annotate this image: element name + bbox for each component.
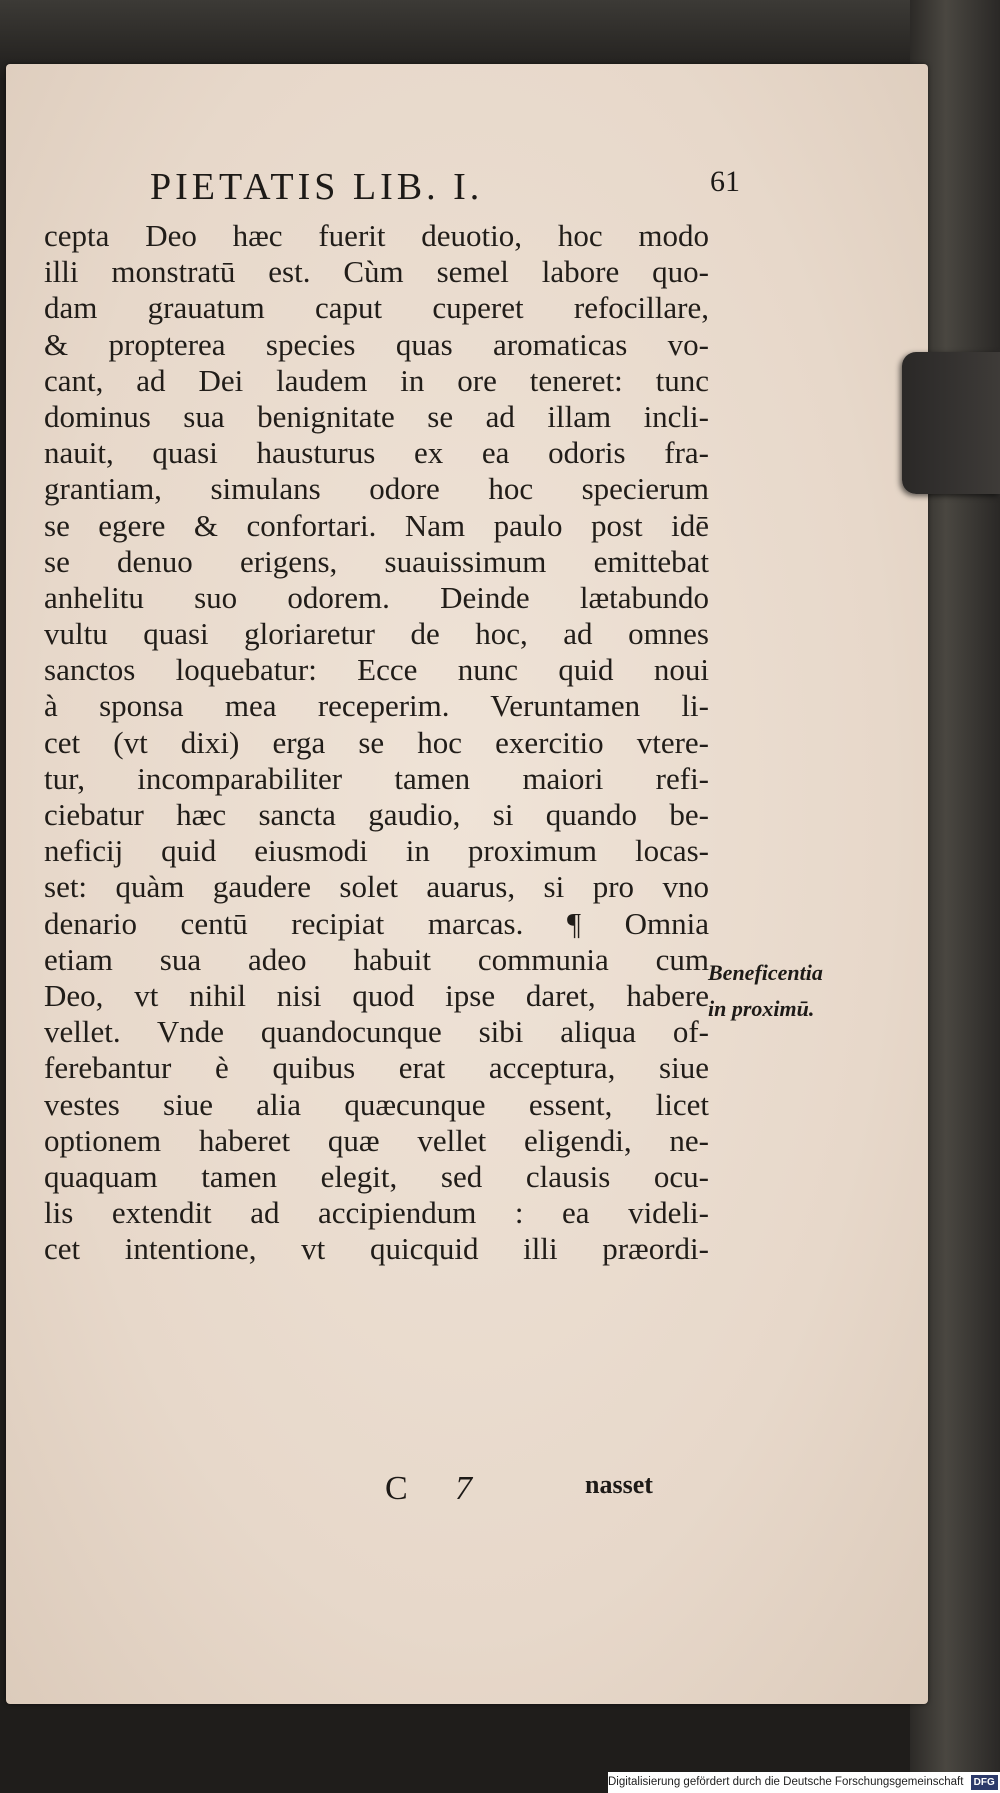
running-title: PIETATIS LIB. I. bbox=[150, 166, 484, 208]
text-line: vultu quasi gloriaretur de hoc, ad omnes bbox=[44, 616, 709, 652]
running-header bbox=[150, 165, 740, 209]
text-line: nauit, quasi hausturus ex ea odoris fra- bbox=[44, 435, 709, 471]
margin-note bbox=[708, 955, 873, 1027]
page-clip bbox=[902, 352, 1000, 494]
text-line: set: quàm gaudere solet auarus, si pro vno bbox=[44, 869, 709, 905]
folio-number: 61 bbox=[710, 165, 740, 198]
digitization-footer bbox=[608, 1772, 1000, 1793]
text-line: lis extendit ad accipiendum : ea videli- bbox=[44, 1195, 709, 1231]
text-line: dominus sua benignitate se ad illam incli- bbox=[44, 398, 709, 434]
text-line: tur, incomparabiliter tamen maiori refi- bbox=[44, 760, 709, 796]
text-line: denario centū recipiat marcas. ¶ Omnia bbox=[44, 905, 709, 941]
text-line: optionem haberet quæ vellet eligendi, ne- bbox=[44, 1122, 709, 1158]
text-line: quaquam tamen elegit, sed clausis ocu- bbox=[44, 1158, 709, 1194]
text-line: Deo, vt nihil nisi quod ipse daret, habere bbox=[44, 977, 709, 1013]
text-line: à sponsa mea receperim. Veruntamen li- bbox=[44, 688, 709, 724]
signature-mark-letter: C bbox=[385, 1470, 408, 1507]
text-line: se denuo erigens, suauissimum emittebat bbox=[44, 543, 709, 579]
text-line: illi monstratū est. Cùm semel labore quo- bbox=[44, 254, 709, 290]
text-line: cet intentione, vt quicquid illi præordi- bbox=[44, 1231, 709, 1267]
text-line: vellet. Vnde quandocunque sibi aliqua of- bbox=[44, 1014, 709, 1050]
body-text bbox=[44, 218, 709, 1267]
dfg-logo: DFG bbox=[971, 1775, 998, 1790]
footer-text: Digitalisierung gefördert durch die Deutsche Forschungsgemeinschaft bbox=[608, 1776, 964, 1788]
text-line: ferebantur è quibus erat acceptura, siue bbox=[44, 1050, 709, 1086]
signature-mark-number: 7 bbox=[455, 1470, 472, 1507]
margin-note-line: in proximū. bbox=[708, 996, 815, 1021]
text-line: & propterea species quas aromaticas vo- bbox=[44, 326, 709, 362]
text-line: cet (vt dixi) erga se hoc exercitio vtere- bbox=[44, 724, 709, 760]
text-line: neficij quid eiusmodi in proximum locas- bbox=[44, 833, 709, 869]
text-line: vestes siue alia quæcunque essent, licet bbox=[44, 1086, 709, 1122]
text-line: anhelitu suo odorem. Deinde lætabundo bbox=[44, 579, 709, 615]
text-line: cant, ad Dei laudem in ore teneret: tunc bbox=[44, 362, 709, 398]
margin-note-line: Beneficentia bbox=[708, 960, 823, 985]
catchword: nasset bbox=[585, 1470, 653, 1499]
text-line: etiam sua adeo habuit communia cum bbox=[44, 941, 709, 977]
text-line: grantiam, simulans odore hoc specierum bbox=[44, 471, 709, 507]
text-line: ciebatur hæc sancta gaudio, si quando be- bbox=[44, 797, 709, 832]
text-line: cepta Deo hæc fuerit deuotio, hoc modo bbox=[44, 218, 709, 253]
text-line: se egere & confortari. Nam paulo post idē bbox=[44, 507, 709, 543]
text-line: sanctos loquebatur: Ecce nunc quid noui bbox=[44, 652, 709, 688]
text-line: dam grauatum caput cuperet refocillare, bbox=[44, 290, 709, 326]
